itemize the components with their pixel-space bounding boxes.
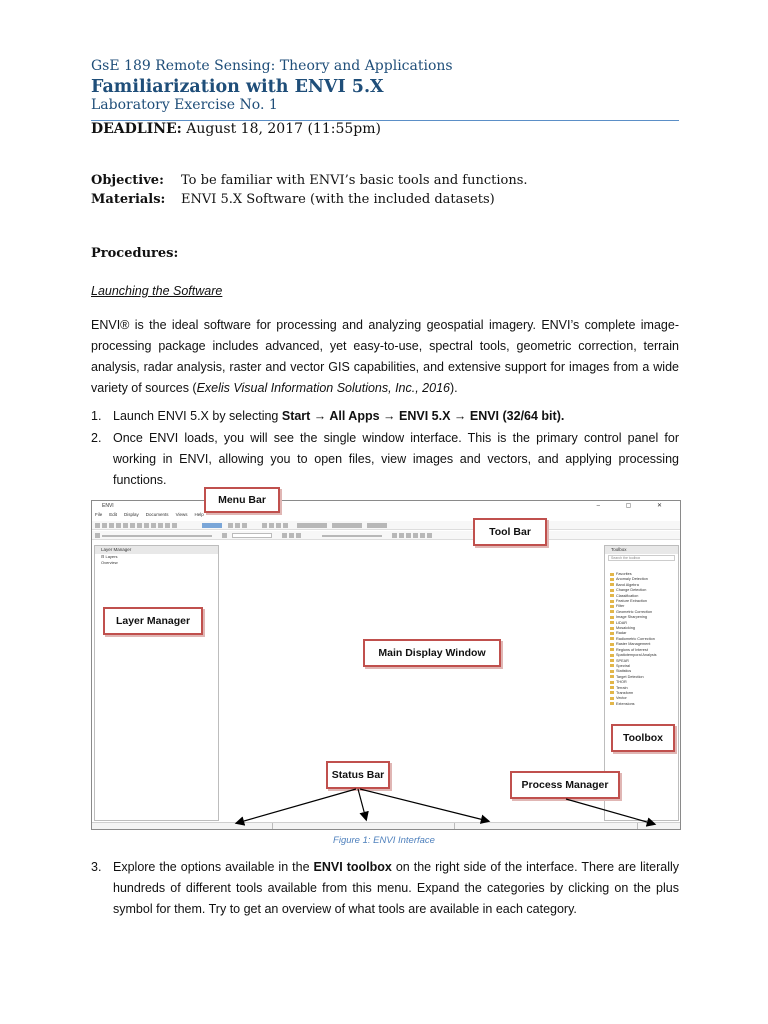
exercise-number: Laboratory Exercise No. 1 [91,97,278,113]
menu-edit: Edit [109,512,118,517]
folder-icon [610,573,614,576]
menu-bar [92,512,680,521]
toolbar-icon [109,523,114,528]
toolbar-icon [283,523,288,528]
toolbar-icon [116,523,121,528]
toolbar-icon [222,533,227,538]
toolbar-dropdown [367,523,387,528]
toolbar-icon [151,523,156,528]
menu-documents: Documents [145,512,169,517]
toolbox-item-label: Filter [616,604,625,609]
toolbox-item-label: Spatiotemporal Analysis [616,653,657,658]
folder-icon [610,583,614,586]
toolbar-icon [95,533,100,538]
toolbar-icon [172,523,177,528]
toolbox-item-label: Radar [616,631,627,636]
toolbar-dropdown [332,523,362,528]
step-3-number: 3. [91,860,102,874]
toolbox-header: Toolbox [605,546,678,554]
toolbox-item-label: Terrain [616,685,628,690]
menu-help: Help [194,512,204,517]
deadline-value: August 18, 2017 (11:55pm) [181,121,381,137]
toolbar-icon [102,523,107,528]
step-3-bold: ENVI toolbox [313,860,392,874]
deadline-label: DEADLINE: [91,121,182,137]
folder-icon [610,675,614,678]
toolbox-item-label: Geometric Correction [616,609,653,614]
toolbar-icon [130,523,135,528]
folder-icon [610,605,614,608]
toolbar-icon [399,533,404,538]
toolbar-slider [102,535,212,537]
callout-status-bar: Status Bar [326,761,390,789]
folder-icon [610,670,614,673]
toolbar-field [232,533,272,538]
toolbox-item-label: Target Detection [616,674,644,679]
layer-tree [95,554,218,566]
window-controls: – ▢ ✕ [596,503,674,509]
window-title: ENVI [102,503,114,509]
objective-label: Objective: [91,173,164,188]
step-1-number: 1. [91,409,102,423]
callout-process-manager: Process Manager [510,771,620,799]
objective-text: To be familiar with ENVI’s basic tools and functions. [181,173,528,188]
toolbar-icon [427,533,432,538]
toolbar-row-2 [92,531,680,540]
window-titlebar [92,501,680,512]
step-2-number: 2. [91,431,102,445]
toolbar-icon [95,523,100,528]
folder-icon [610,637,614,640]
document-title: Familiarization with ENVI 5.X [91,77,384,97]
callout-menu-bar: Menu Bar [204,487,280,513]
toolbox-item-label: LiDAR [616,620,627,625]
toolbox-spacer [605,562,678,572]
toolbox-item-label: THOR [616,680,627,685]
figure-caption: Figure 1: ENVI Interface [333,835,435,846]
folder-icon [610,664,614,667]
toolbox-item-label: Radiometric Correction [616,636,655,641]
section-heading: Launching the Software [91,284,223,298]
toolbar-slider [322,535,382,537]
step-1-bold: Start → All Apps → ENVI 5.X → ENVI (32/64 bit). [281,409,565,423]
toolbar-dropdown [297,523,327,528]
toolbar-icon [282,533,287,538]
course-title: GsE 189 Remote Sensing: Theory and Applications [91,58,453,74]
intro-end: ). [449,381,458,395]
status-divider [454,823,455,830]
toolbar-icon [406,533,411,538]
toolbar-icon [158,523,163,528]
step-3-text-pre: Explore the options available in the [113,860,314,874]
step-1 [91,406,679,427]
folder-icon [610,610,614,613]
toolbar-icon [276,523,281,528]
toolbox-item-label: Statistics [616,669,632,674]
folder-icon [610,594,614,597]
toolbox-item-label: Image Sharpening [616,615,648,620]
toolbar-icon [420,533,425,538]
layer-manager-panel [94,545,219,821]
toolbar-icon [296,533,301,538]
step-3 [91,857,679,920]
folder-icon [610,621,614,624]
callout-tool-bar: Tool Bar [473,518,547,546]
status-bar [92,822,680,829]
toolbar-icon [228,523,233,528]
status-divider [637,823,638,830]
folder-icon [610,654,614,657]
materials-label: Materials: [91,192,166,207]
folder-icon [610,627,614,630]
folder-icon [610,697,614,700]
step-2-text: Once ENVI loads, you will see the single window interface. This is the primary control panel for working in ENVI, allowing you to open files, view images and vectors, and applying processing functions. [113,431,679,487]
toolbox-item-label: Spectral [616,663,630,668]
toolbar-icon [242,523,247,528]
folder-icon [610,648,614,651]
step-3-text-post: on the right side of the interface. There are literally hundreds of different tools available from this menu. Expand the categories by clicking on the plus symbol for them. Try to get an overview of what tools are available in each category. [113,860,679,916]
tree-item-layers: ⊟ Layers [101,554,118,559]
folder-icon [610,578,614,581]
toolbox-item-label: Raster Management [616,642,651,647]
procedures-heading: Procedures: [91,246,179,261]
toolbar-icon [269,523,274,528]
folder-icon [610,702,614,705]
layer-manager-header: Layer Manager [95,546,218,554]
materials-line [91,192,495,207]
intro-text: ENVI® is the ideal software for processing and analyzing geospatial imagery. ENVI’s complete image-processing package includes advanced, yet easy-to-use, spectral tools, geometric correction, terrain analysis, radar analysis, raster and vector GIS capabilities, and extensive support for images from a wide variety of sources ( [91,318,679,395]
folder-icon [610,659,614,662]
status-divider [272,823,273,830]
toolbox-item-label: Feature Extraction [616,599,648,604]
step-1-text: Launch ENVI 5.X by selecting [113,409,282,423]
folder-icon [610,686,614,689]
folder-icon [610,691,614,694]
toolbox-item-label: Extensions [616,701,635,706]
step-2 [91,428,679,491]
toolbox-search: Search the toolbox [608,555,675,561]
toolbox-item-label: Change Detection [616,588,647,593]
toolbar-icon [262,523,267,528]
toolbox-item-label: Mosaicking [616,626,635,631]
toolbar-icon [165,523,170,528]
callout-layer-manager: Layer Manager [103,607,203,635]
materials-text: ENVI 5.X Software (with the included datasets) [181,192,495,207]
toolbar-row-1 [92,521,680,530]
toolbar-icon [144,523,149,528]
toolbox-item-label: Classification [616,593,639,598]
toolbox-item-label: SPEAR [616,658,629,663]
folder-icon [610,600,614,603]
tree-item-overview: Overview [101,560,118,565]
toolbox-item-label: Favorites [616,572,632,576]
objective-line [91,173,528,188]
deadline [91,121,381,137]
toolbar-icon [392,533,397,538]
menu-file: File [95,512,103,517]
folder-icon [610,616,614,619]
toolbar-icon [137,523,142,528]
toolbox-item-label: Anomaly Detection [616,577,648,582]
zoom-field [202,523,222,528]
folder-icon [610,643,614,646]
toolbox-item-label: Transform [616,690,634,695]
intro-paragraph [91,315,679,399]
callout-main-display-window: Main Display Window [363,639,501,667]
toolbox-item [605,702,678,707]
intro-citation: Exelis Visual Information Solutions, Inc., 2016 [196,381,450,395]
toolbar-icon [289,533,294,538]
toolbar-icon [235,523,240,528]
toolbar-icon [413,533,418,538]
folder-icon [610,681,614,684]
folder-icon [610,589,614,592]
toolbox-item-label: Band Algebra [616,582,639,587]
toolbox-item-label: Regions of Interest [616,647,648,652]
menu-display: Display [124,512,139,517]
menu-views: Views [175,512,188,517]
callout-toolbox: Toolbox [611,724,675,752]
toolbox-item-label: Vector [616,696,627,701]
toolbar-icon [123,523,128,528]
folder-icon [610,632,614,635]
